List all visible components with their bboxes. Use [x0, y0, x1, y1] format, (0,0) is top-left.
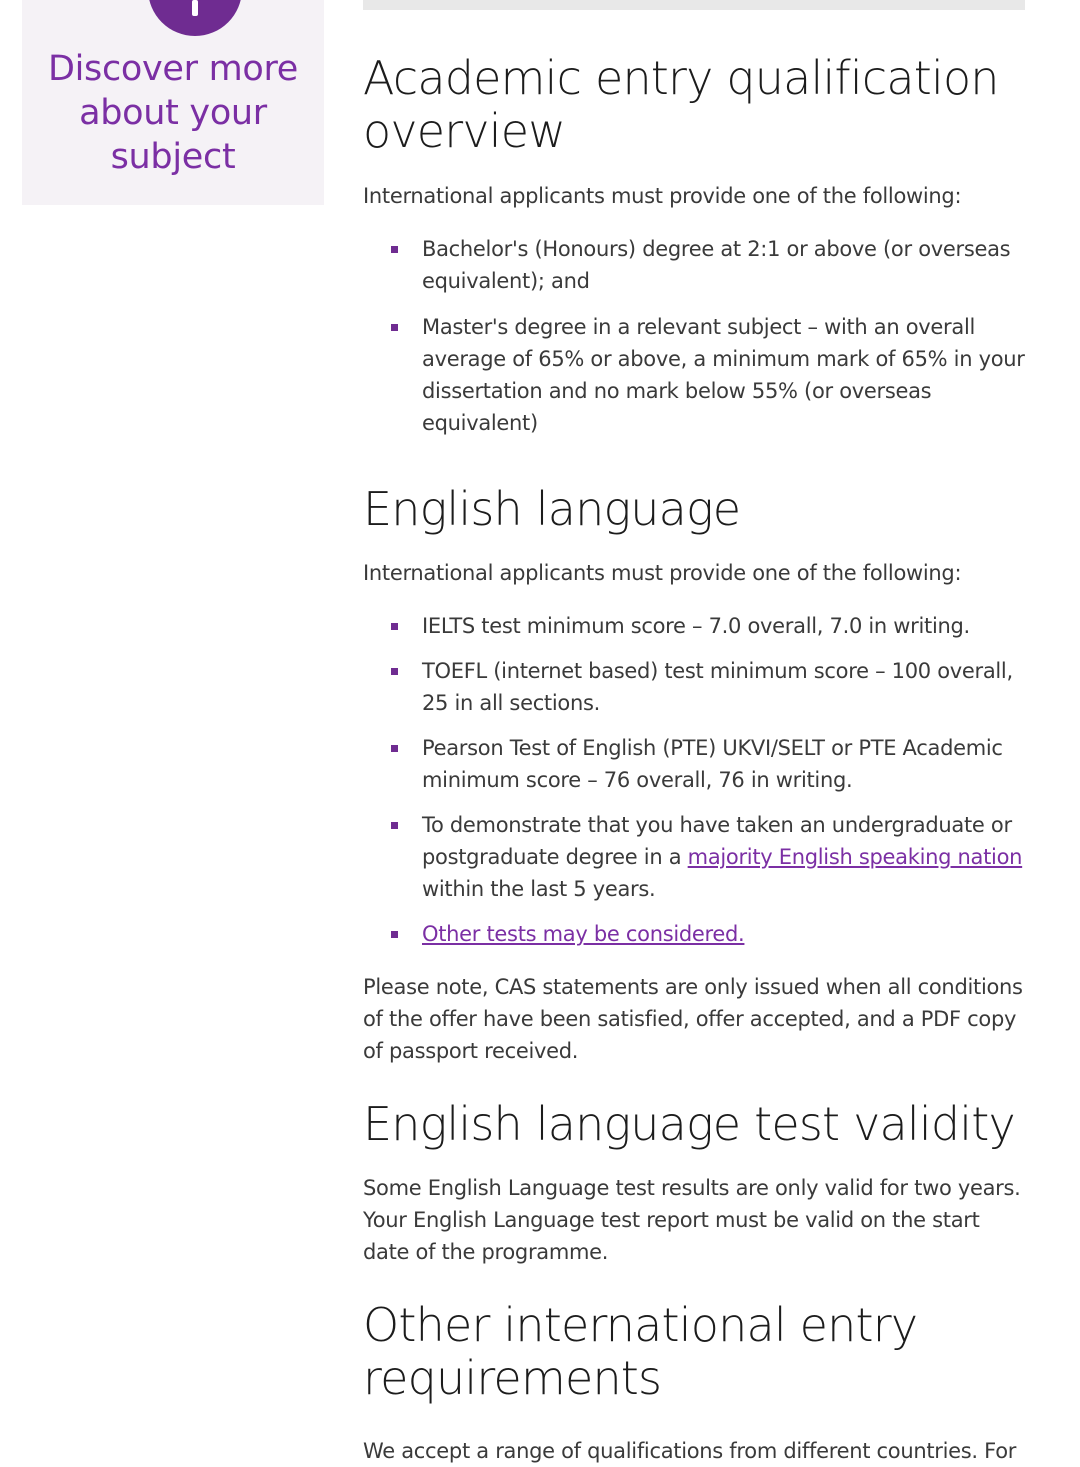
- promo-line-3: subject: [110, 137, 236, 177]
- list-item: [363, 809, 1027, 905]
- bullet-icon: [391, 931, 398, 938]
- list-item-text: TOEFL (internet based) test minimum score – 100 overall, 25 in all sections.: [422, 659, 1013, 715]
- validity-text: Some English Language test results are only valid for two years. Your English Language test report must be valid on the start date of the programme.: [363, 1176, 1021, 1264]
- bullet-icon: [391, 246, 398, 253]
- promo-line-1: Discover more: [47, 49, 299, 89]
- list-item-text: IELTS test minimum score – 7.0 overall, 7.0 in writing.: [422, 614, 970, 638]
- academic-intro: International applicants must provide one of the following:: [363, 184, 962, 208]
- list-item: [363, 732, 1027, 796]
- list-item-text: Pearson Test of English (PTE) UKVI/SELT or PTE Academic minimum score – 76 overall, 76 in writing.: [422, 736, 1003, 792]
- list-item-text: Bachelor's (Honours) degree at 2:1 or above (or overseas equivalent); and: [422, 237, 1011, 293]
- english-heading: English language: [363, 482, 741, 536]
- discover-subject-link[interactable]: [22, 47, 324, 179]
- academic-list: [363, 233, 1027, 439]
- top-divider-bar: [363, 0, 1025, 10]
- main-content: [363, 48, 1027, 1467]
- other-tests-link[interactable]: Other tests may be considered.: [422, 922, 745, 946]
- english-intro: International applicants must provide one of the following:: [363, 561, 962, 585]
- list-item-text: Master's degree in a relevant subject – with an overall average of 65% or above, a minimum mark of 65% in your dissertation and no mark below 55% (or overseas equivalent): [422, 315, 1025, 435]
- validity-heading: English language test validity: [363, 1097, 1015, 1151]
- list-item: [363, 610, 1027, 642]
- bullet-icon: [391, 623, 398, 630]
- other-requirements-heading: [363, 1299, 1027, 1405]
- list-item-text: within the last 5 years.: [422, 877, 656, 901]
- list-item: [363, 311, 1027, 439]
- promo-line-2: about your: [79, 93, 267, 133]
- info-icon: [148, 0, 242, 36]
- cas-note: Please note, CAS statements are only issued when all conditions of the offer have been satisfied, offer accepted, and a PDF copy of passport received.: [363, 975, 1023, 1063]
- academic-heading-line1: Academic entry qualification: [363, 51, 999, 105]
- bullet-icon: [391, 324, 398, 331]
- academic-heading-line2: overview: [363, 104, 566, 158]
- list-item-text: To demonstrate that you have taken an undergraduate or postgraduate degree in a: [422, 813, 1012, 869]
- list-item: [363, 233, 1027, 297]
- other-heading-line1: Other international entry: [363, 1298, 918, 1352]
- other-requirements-text: We accept a range of qualifications from different countries. For: [363, 1439, 1017, 1463]
- bullet-icon: [391, 668, 398, 675]
- other-heading-line2: requirements: [363, 1351, 662, 1405]
- academic-heading: [363, 52, 1027, 158]
- majority-english-nation-link[interactable]: majority English speaking nation: [687, 845, 1023, 869]
- english-list: [363, 610, 1027, 950]
- discover-subject-card[interactable]: [22, 0, 324, 205]
- list-item: [363, 655, 1027, 719]
- bullet-icon: [391, 745, 398, 752]
- list-item: [363, 918, 1027, 950]
- bullet-icon: [391, 822, 398, 829]
